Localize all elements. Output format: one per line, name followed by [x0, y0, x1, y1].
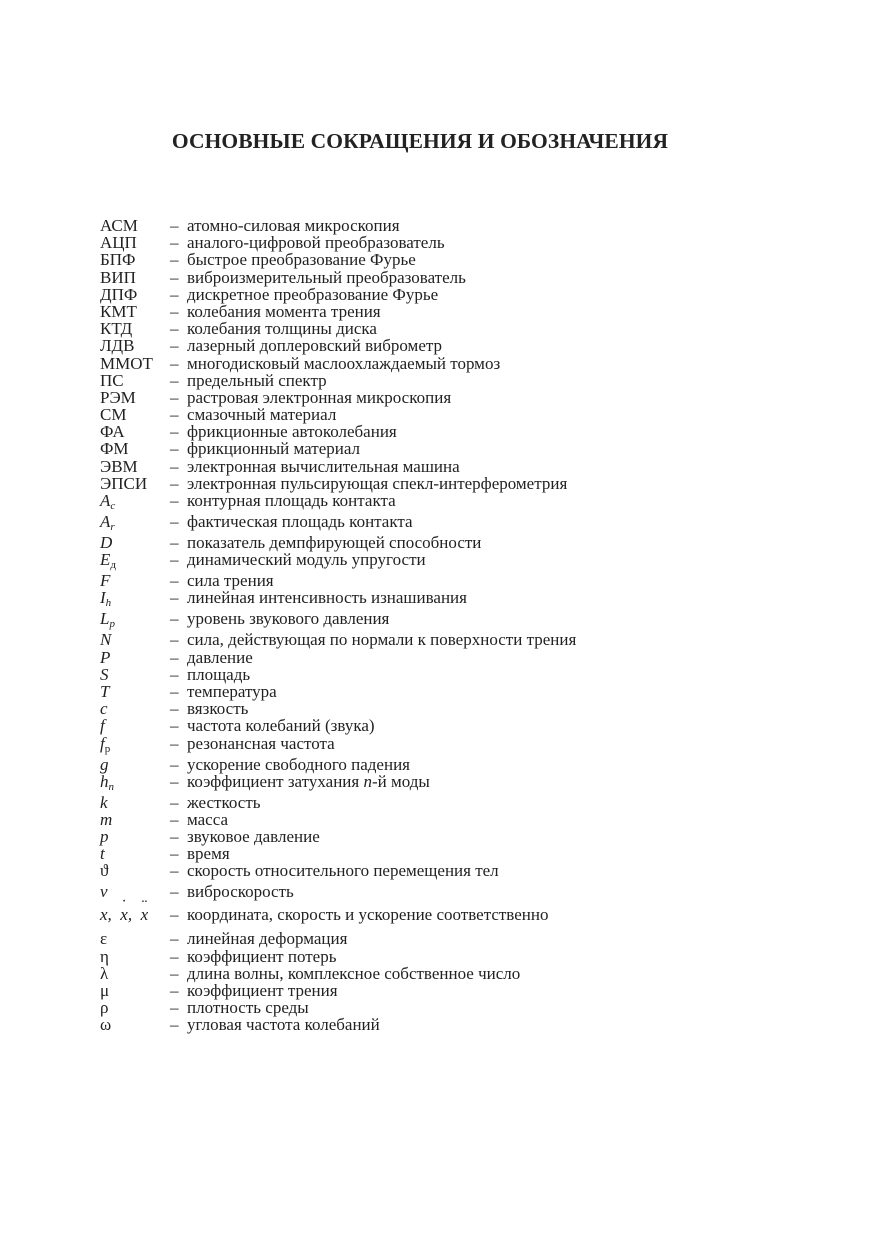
list-item: $I_h$ – линейная интенсивность изнашивания [100, 588, 467, 610]
list-item: ЛДВ – лазерный доплеровский виброметр [100, 336, 442, 356]
list-item: ФА – фрикционные автоколебания [100, 422, 397, 442]
list-item: f – частота колебаний (звука) [100, 716, 375, 736]
page-title: ОСНОВНЫЕ СОКРАЩЕНИЯ И ОБОЗНАЧЕНИЯ [171, 129, 669, 153]
list-item: РЭМ – растровая электронная микроскопия [100, 387, 452, 407]
list-item: ВИП – виброизмерительный преобразователь [100, 267, 466, 287]
list-item: ϑ – скорость относительного перемещения тел [100, 861, 499, 881]
list-item: η – коэффициент потерь [100, 946, 337, 966]
list-item: g – ускорение свободного падения [100, 754, 410, 774]
list-item: КТД – колебания толщины диска [100, 319, 377, 339]
list-item: АСМ – атомно-силовая микроскопия [100, 216, 400, 235]
list-item: ρ – плотность среды [100, 998, 309, 1018]
list-item: $L_p$ – уровень звукового давления [100, 609, 390, 631]
list-item: x, ˙ x, ¨ x – координата, скорость и ускорение соответственно [100, 904, 840, 930]
list-item: $f_р$ – резонансная частота [100, 733, 335, 755]
list-item: N – сила, действующая по нормали к поверхности трения [100, 630, 577, 650]
list-item: БПФ – быстрое преобразование Фурье [100, 250, 416, 270]
list-item: КМТ – колебания момента трения [100, 301, 381, 321]
abbreviation-list [100, 217, 840, 1034]
list-item: t – время [100, 844, 230, 864]
list-item: p – звуковое давление [100, 827, 320, 847]
list-item: k – жесткость [100, 792, 261, 812]
list-item: c – вязкость [100, 699, 249, 719]
list-item: D – показатель демпфирующей способности [100, 533, 482, 552]
list-item: ε – линейная деформация [100, 929, 348, 949]
list-item: ДПФ – дискретное преобразование Фурье [100, 284, 439, 304]
list-item: T – температура [100, 681, 277, 701]
list-item: v – виброскорость [100, 882, 294, 902]
list-item: $A_c$ – контурная площадь контакта [100, 491, 396, 512]
list-item: P – давление [100, 647, 253, 667]
list-item: S – площадь [100, 664, 251, 684]
list-item: μ – коэффициент трения [100, 981, 338, 1000]
list-item: ЭПСИ – электронная пульсирующая спекл-интерферометрия [100, 473, 568, 493]
list-item: $h_n$ – коэффициент затухания n-й моды [100, 771, 430, 793]
list-item: F – сила трения [100, 571, 274, 591]
list-item: ММОТ – многодисковый маслоохлаждаемый тормоз [100, 353, 501, 373]
list-item: λ – длина волны, комплексное собственное число [100, 963, 521, 983]
list-item: $A_r$ – фактическая площадь контакта [100, 512, 413, 533]
list-item: ЭВМ – электронная вычислительная машина [100, 456, 460, 476]
list-item: СМ – смазочный материал [100, 405, 337, 425]
list-item: ω – угловая частота колебаний [100, 1015, 380, 1035]
list-item: АЦП – аналого-цифровой преобразователь [100, 233, 445, 253]
list-item: $E_д$ – динамический модуль упругости [100, 550, 426, 572]
list-item: m – масса [100, 809, 229, 829]
list-item: ПС – предельный спектр [100, 370, 327, 390]
list-item: ФМ – фрикционный материал [100, 439, 361, 459]
